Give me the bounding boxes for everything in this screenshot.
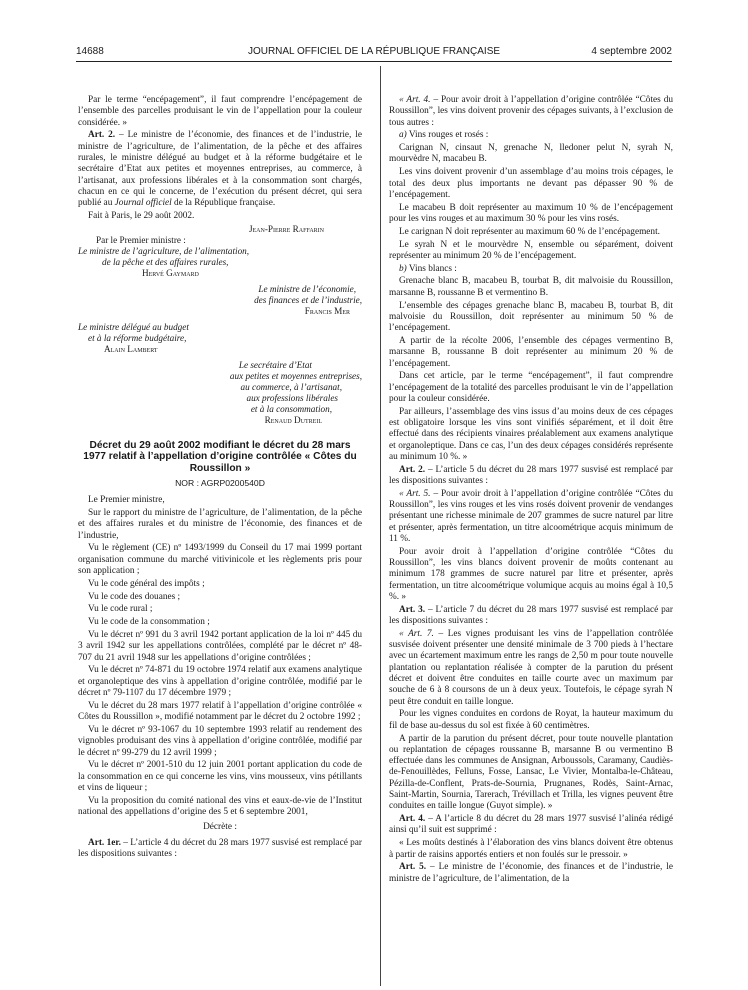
minister-title: aux petites et moyennes entreprises, [229,370,362,381]
page-number: 14688 [76,46,104,57]
article-4-paragraph [389,95,673,129]
minister-title: de la pêche et des affaires rurales, [102,256,229,267]
article-lead: Art. 2. [88,130,116,141]
visa: Vu le code des douanes ; [88,591,181,602]
article-lead: « Art. 4. [399,95,431,105]
article-4b-paragraph [389,814,673,837]
paragraph: Le Premier ministre, [88,495,165,506]
article-text: – Les vignes produisant les vins de l’appellation contrôlée susvisée doivent présenter une densité minimale de 3 700 pieds à l’hectare avec un écartement maximum entre les rangs de 2,50 m pour toute nouvelle plantation ou replantation réalisée à compter de la parution du présent décret et doivent être conduites en taille courte avec un maximum par souche de 6 à 8 coursons de un à deux yeux. Toutefois, le cépage syrah N peut être conduit en taille longue. [389,628,673,707]
article-2-paragraph [78,130,362,209]
signature-name: Alain Lambert [104,343,158,354]
paragraph: Pour les vignes conduites en cordons de Royat, la hauteur maximum du fil de base au-dessus du sol est fixée à 60 centimètres. [389,709,673,731]
signature-place-date: Fait à Paris, le 29 août 2002. [88,210,195,221]
visa: Vu le décret nº 93-1067 du 10 septembre 1993 relatif au rendement des vignobles produisant des vins à appellation d’origine contrôlée, modifié par le décret nº 99-279 du 12 avril 1999 ; [78,724,362,758]
subsection [389,130,673,141]
decrete: Décrète : [203,822,237,833]
paragraph: Par le terme “encépagement”, il faut comprendre l’encépagement de l’ensemble des parcelles produisant le vin de l’appellation pour la couleur considérée. » [78,95,362,128]
par-le-premier-ministre: Par le Premier ministre : [96,234,186,245]
minister-title: Le ministre de l’économie, [258,283,356,294]
article-2-paragraph [389,465,673,488]
article-text: – Le ministre de l’économie, des finances et de l’industrie, le ministre de l’agriculture, de l’alimentation, de la [389,862,673,884]
minister-title: Le ministre délégué au budget [78,321,189,332]
article-text: – L’article 7 du décret du 28 mars 1977 susvisé est remplacé par les dispositions suivantes : [389,604,673,627]
signature-name: Renaud Dutreil [264,414,322,425]
signatures-block [78,224,362,426]
minister-title: des finances et de l’industrie, [254,294,362,305]
visa: Vu le décret nº 74-871 du 19 octobre 1974 relatif aux examens analytique et organoleptique des vins à appellation d’origine contrôlée, modifié par le décret nº 79-1107 du 17 décembre 1979 ; [78,665,362,699]
article-lead: « Art. 5. [399,488,431,499]
article-7-paragraph [389,629,673,708]
article-lead: Art. 3. [399,604,426,615]
page-header [76,46,672,60]
paragraph: « Les moûts destinés à l’élaboration des vins blancs doivent être obtenus à partir de raisins apportés entiers et non foulés sur le pressoir. » [389,838,673,860]
visa: Vu le code général des impôts ; [88,578,205,589]
subsection-label: a) [399,130,407,141]
minister-title: aux professions libérales [246,392,338,403]
paragraph: Les vins doivent provenir d’un assemblage d’au moins trois cépages, le total des deux plus importants ne devant pas dépasser 90 % de l’encépagement. [389,167,673,200]
visa: Vu le code rural ; [88,604,153,615]
signature-name: Francis Mer [304,305,350,316]
paragraph: Pour avoir droit à l’appellation d’origine contrôlée “Côtes du Roussillon”, les vins blancs doivent provenir de moûts contenant au minimum 178 grammes de sucre naturel par litre et présenter, après fermentation, un titre alcoométrique volumique acquis au moins égal à 10,5 %. » [389,546,673,602]
paragraph: A partir de la récolte 2006, l’ensemble des cépages vermentino B, marsanne B, roussanne B doit représenter au minimum 20 % de l’encépagement. [389,335,673,369]
article-text: – L’article 4 du décret du 28 mars 1977 susvisé est remplacé par les dispositions suivantes : [78,837,363,859]
visa: Vu le décret nº 991 du 3 avril 1942 portant application de la loi nº 445 du 3 avril 1942 sur les appellations contrôlées, complété par le décret nº 48-707 du 21 avril 1948 sur les appellations d’origine contrôlées ; [78,630,362,663]
article-lead: Art. 1er. [88,837,121,848]
visa: Vu le code de la consommation ; [88,617,210,628]
minister-title: et à la consommation, [250,403,332,414]
article-text: – A l’article 8 du décret du 28 mars 1977 susvisé l’alinéa rédigé ainsi qu’il suit est supprimé : [389,814,674,836]
subsection-text: Vins blancs : [406,263,457,274]
paragraph: Grenache blanc B, macabeu B, tourbat B, dit malvoisie du Roussillon, marsanne B, roussanne B et vermentino B. [389,276,673,298]
paragraph: A partir de la parution du présent décret, pour toute nouvelle plantation ou replantation de cépages roussanne B, marsanne B ou vermentino B effectuée dans les communes de Ansignan, Arboussols, Caramany, Caudiès-de-Fenouillèdes, Felluns, Fosse, Lansac, Le Vivier, Montalba-le-Château, Pézilla-de-Conflent, Prats-de-Sournia, Prugnanes, Rodès, Saint-Arnac, Saint-Martin, Sournia, Tarerach, Trévillach et Trilla, les vignes peuvent être conduites en taille longue (Guyot simple). » [389,733,673,812]
journal-title: JOURNAL OFFICIEL DE LA RÉPUBLIQUE FRANÇAISE [247,46,501,57]
article-text: – Pour avoir droit à l’appellation d’origine contrôlée “Côtes du Roussillon”, les vins rouges et les vins rosés doivent provenir de vendanges présentant une richesse minimale de 207 grammes de sucre naturel par litre et présenter, après fermentation, un titre alcoométrique acquis minimum de 11 %. [389,488,673,544]
article-lead: « Art. 7. [399,628,434,639]
journal-name: Journal officiel [114,198,172,209]
subsection-label: b) [399,263,407,274]
minister-title: au commerce, à l’artisanat, [240,381,342,392]
paragraph: L’ensemble des cépages grenache blanc B, macabeu B, tourbat B, dit malvoisie du Roussillon, doit représenter au minimum 50 % de l’encépagement. [389,300,673,334]
paragraph: Par ailleurs, l’assemblage des vins issus d’au moins deux de ces cépages est obligatoire lorsque les vins sont vinifiés séparément, et il doit être effectué dans des récipients vinaires préalablement aux examens analytique et organoleptique. Dans ce cas, l’un des deux cépages considérés représente au minimum 10 %. » [389,406,673,462]
article-5b-paragraph [389,862,673,885]
visa: Vu le décret nº 2001-510 du 12 juin 2001 portant application du code de la consommation en ce qui concerne les vins, vins mousseux, vins pétillants et vins de liqueur ; [78,760,362,793]
article-text: – Le ministre de l’économie, des finances et de l’industrie, le ministre de l’agriculture, de l’alimentation, de la pêche et des affaires rurales, le ministre délégué au budget et à la réforme budgétaire et le secrétaire d’Etat aux petites et moyennes entreprises, au commerce, à l’artisanat, aux professions libérales et à la consommation sont chargés, chacun en ce qui le concerne, de l’exécution du présent décret, qui sera publié au [78,130,362,209]
article-text: – L’article 5 du décret du 28 mars 1977 susvisé est remplacé par les dispositions suivantes : [389,464,673,486]
subsection [389,264,673,275]
signature-prime-minister: Jean-Pierre Raffarin [248,223,324,234]
article-lead: Art. 2. [399,464,426,475]
article-5-paragraph [389,489,673,545]
article-lead: Art. 4. [399,814,426,825]
decree-title: Décret du 29 août 2002 modifiant le décret du 28 mars 1977 relatif à l’appellation d’origine contrôlée « Côtes du Roussillon » [83,439,357,474]
issue-date: 4 septembre 2002 [591,46,672,57]
subsection-text: Vins rouges et rosés : [406,130,489,141]
minister-title: et à la réforme budgétaire, [88,332,187,343]
paragraph: Dans cet article, par le terme “encépagement”, il faut comprendre l’encépagement de la totalité des parcelles produisant le vin de l’appellation pour la couleur considérée. [389,371,673,404]
nor-reference: NOR : AGRP0200540D [175,477,265,488]
signature-name: Hervé Gaymard [142,267,199,278]
article-text-end: de la République française. [171,198,276,209]
paragraph: Sur le rapport du ministre de l’agriculture, de l’alimentation, de la pêche et des affaires rurales et du ministre de l’économie, des finances et de l’industrie, [78,508,362,541]
minister-title: Le ministre de l’agriculture, de l’alimentation, [78,245,250,256]
paragraph: Le carignan N doit représenter au maximum 60 % de l’encépagement. [399,226,660,237]
right-column [389,95,673,886]
article-text: – Pour avoir droit à l’appellation d’origine contrôlée “Côtes du Roussillon”, les vins doivent provenir des cépages suivants, à l’exclusion de tous autres : [389,95,673,128]
article-3-paragraph [389,605,673,628]
left-column [78,95,362,862]
column-divider [380,66,381,986]
minister-title: Le secrétaire d’Etat [238,359,312,370]
paragraph: Carignan N, cinsaut N, grenache N, lledoner pelut N, syrah N, mourvèdre N, macabeu B. [389,143,673,165]
header-rule [76,61,672,62]
article-1-paragraph [78,838,362,861]
article-lead: Art. 5. [399,862,427,873]
visa: Vu la proposition du comité national des vins et eaux-de-vie de l’Institut national des appellations d’origine des 5 et 6 septembre 2001, [78,795,362,817]
visa: Vu le règlement (CE) nº 1493/1999 du Conseil du 17 mai 1999 portant organisation commune du marché vitivinicole et les règlements pris pour son application ; [78,543,362,577]
paragraph: Le macabeu B doit représenter au maximum 10 % de l’encépagement pour les vins rouges et au maximum 30 % pour les vins rosés. [389,202,673,224]
paragraph: Le syrah N et le mourvèdre N, ensemble ou séparément, doivent représenter au minimum 20 % de l’encépagement. [389,239,673,261]
visa: Vu le décret du 28 mars 1977 relatif à l’appellation d’origine contrôlée « Côtes du Roussillon », modifié notamment par le décret du 2 octobre 1992 ; [78,700,362,723]
